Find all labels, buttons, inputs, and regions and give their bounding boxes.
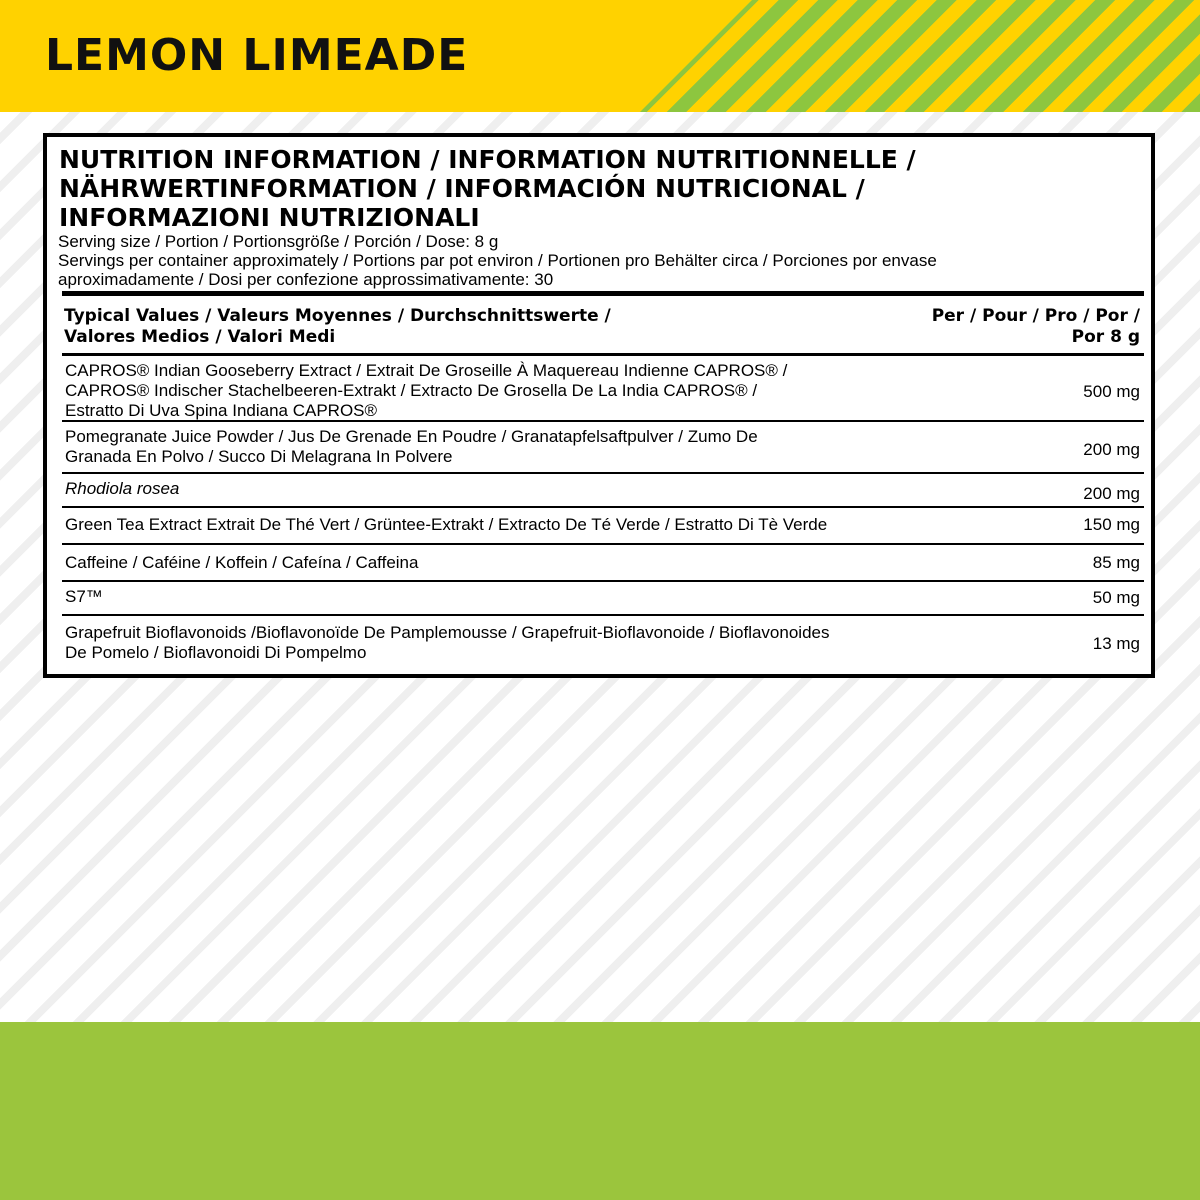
name-line: Rhodiola rosea (65, 479, 180, 498)
ingredient-name (65, 515, 965, 535)
header-stripe-pattern (640, 0, 1200, 112)
panel-title (59, 145, 1139, 232)
footer-band (0, 1022, 1200, 1200)
ingredient-amount: 85 mg (1092, 553, 1140, 572)
ingredient-table (62, 356, 1144, 670)
thick-divider (62, 291, 1144, 296)
ingredient-name (65, 553, 965, 573)
header-line: Per / Pour / Pro / Por / (931, 306, 1140, 326)
ingredient-amount: 200 mg (1083, 440, 1140, 459)
serving-size: Serving size / Portion / Portionsgröße / Porción / Dose: 8 g (58, 232, 499, 251)
flavor-title: LEMON LIMEADE (45, 30, 469, 81)
table-row (62, 508, 1144, 545)
name-line: Estratto Di Uva Spina Indiana CAPROS® (65, 401, 378, 420)
servings-per-container: Servings per container approximately / Portions par pot environ / Portionen pro Behälter circa / Porciones por envase (58, 251, 937, 270)
header-line: Valores Medios / Valori Medi (64, 327, 336, 347)
servings-per-container-cont: aproximadamente / Dosi per confezione approssimativamente: 30 (58, 270, 554, 289)
header-line: Typical Values / Valeurs Moyennes / Durchschnittswerte / (64, 306, 611, 326)
per-serving-header (880, 306, 1140, 348)
serving-info (58, 232, 1143, 289)
ingredient-name (65, 427, 965, 467)
nutrition-panel (43, 133, 1155, 678)
panel-title-line: NÄHRWERTINFORMATION / INFORMACIÓN NUTRICIONAL / (59, 174, 865, 203)
ingredient-name (65, 361, 965, 421)
table-row (62, 474, 1144, 508)
table-row (62, 356, 1144, 422)
ingredient-amount: 150 mg (1083, 515, 1140, 534)
name-line: CAPROS® Indian Gooseberry Extract / Extrait De Groseille À Maquereau Indienne CAPROS® / (65, 361, 788, 380)
ingredient-name (65, 479, 965, 499)
panel-title-line: NUTRITION INFORMATION / INFORMATION NUTRITIONNELLE / (59, 145, 916, 174)
table-row (62, 422, 1144, 474)
ingredient-amount: 13 mg (1092, 634, 1140, 653)
name-line: De Pomelo / Bioflavonoidi Di Pompelmo (65, 643, 367, 662)
header-line: Por 8 g (1071, 327, 1140, 347)
panel-title-line: INFORMAZIONI NUTRIZIONALI (59, 203, 480, 232)
ingredient-name (65, 623, 965, 663)
table-row (62, 616, 1144, 670)
name-line: Caffeine / Caféine / Koffein / Cafeína / Caffeina (65, 553, 419, 572)
ingredient-amount: 50 mg (1092, 588, 1140, 607)
name-line: Green Tea Extract Extrait De Thé Vert / Grüntee-Extrakt / Extracto De Té Verde / Estratto Di Tè Verde (65, 515, 828, 534)
name-line: Granada En Polvo / Succo Di Melagrana In Polvere (65, 447, 453, 466)
header-band (0, 0, 1200, 112)
name-line: CAPROS® Indischer Stachelbeeren-Extrakt / Extracto De Grosella De La India CAPROS® / (65, 381, 758, 400)
name-line: Pomegranate Juice Powder / Jus De Grenade En Poudre / Granatapfelsaftpulver / Zumo De (65, 427, 758, 446)
ingredient-amount: 200 mg (1083, 484, 1140, 503)
ingredient-name (65, 587, 965, 607)
table-row (62, 582, 1144, 616)
ingredient-amount: 500 mg (1083, 382, 1140, 401)
name-line: S7™ (65, 587, 103, 606)
typical-values-header (64, 306, 764, 348)
table-row (62, 545, 1144, 582)
name-line: Grapefruit Bioflavonoids /Bioflavonoïde De Pamplemousse / Grapefruit-Bioflavonoide / Bioflavonoides (65, 623, 830, 642)
